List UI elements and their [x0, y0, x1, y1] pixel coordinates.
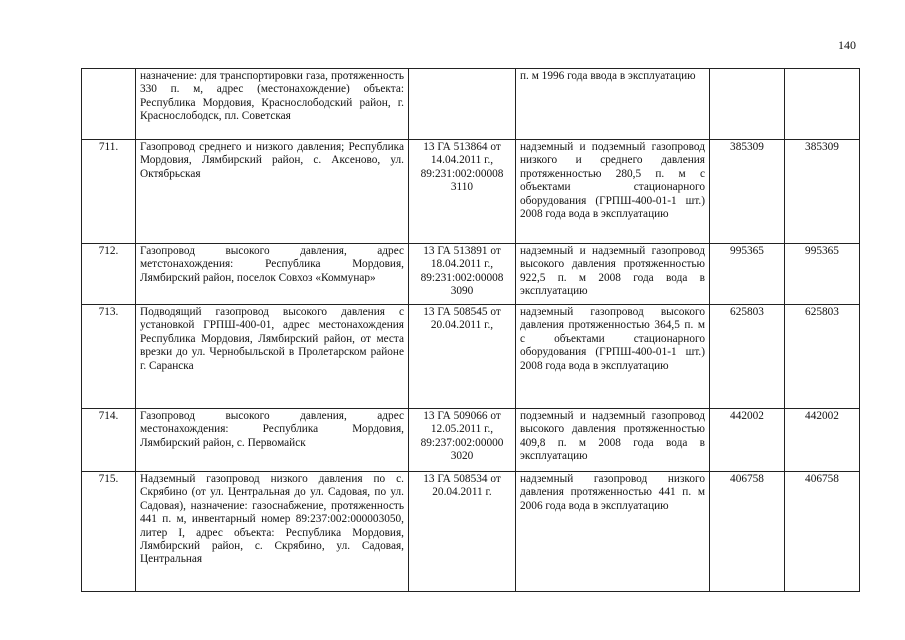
row-number: 712.: [82, 244, 136, 305]
value-1: 385309: [710, 140, 785, 244]
value-2: [785, 69, 860, 140]
row-number: 711.: [82, 140, 136, 244]
object-description: назначение: для транспортировки газа, протяженность 330 п. м, адрес (местонахождение) объекта: Республика Мордовия, Краснослободский район, г. Краснослободск, пл. Советская: [136, 69, 409, 140]
object-characteristics: п. м 1996 года ввода в эксплуатацию: [516, 69, 710, 140]
object-characteristics: надземный и надземный газопровод высокого давления протяженностью 922,5 п. м 2008 года вода в эксплуатацию: [516, 244, 710, 305]
table-row: [82, 140, 860, 244]
registration-certificate: 13 ГА 508534 от 20.04.2011 г.: [409, 472, 516, 592]
object-characteristics: надземный и подземный газопровод низкого и среднего давления протяженностью 280,5 п. м с объектами стационарного оборудования (ГРПШ-400-01-1 шт.) 2008 года вода в эксплуатацию: [516, 140, 710, 244]
row-number: 714.: [82, 409, 136, 472]
table-row: [82, 305, 860, 409]
value-2: 442002: [785, 409, 860, 472]
object-description: Газопровод высокого давления, адрес местонахождения: Республика Мордовия, Лямбирский район, с. Первомайск: [136, 409, 409, 472]
value-2: 385309: [785, 140, 860, 244]
object-description: Газопровод высокого давления, адрес метстонахождения: Республика Мордовия, Лямбирский район, поселок Совхоз «Коммунар»: [136, 244, 409, 305]
page-number: 140: [838, 38, 856, 52]
value-2: 995365: [785, 244, 860, 305]
object-description: Подводящий газопровод высокого давления с установкой ГРПШ-400-01, адрес местонахождения Республика Мордовия, Лямбирский район, от места врезки до ул. Чернобыльской в Пролетарском районе г. Саранска: [136, 305, 409, 409]
object-description: Надземный газопровод низкого давления по с. Скрябино (от ул. Центральная до ул. Садовая, по ул. Садовая), назначение: газоснабжение, протяженность 441 п. м, инвентарный номер 89:237:002:000003050, литер I, адрес объекта: Республика Мордовия, Лямбирский район, с. Скрябино, ул. Садовая, Центральная: [136, 472, 409, 592]
table-row: [82, 409, 860, 472]
row-number: 715.: [82, 472, 136, 592]
property-registry-table: [81, 68, 860, 592]
value-2: 625803: [785, 305, 860, 409]
registration-certificate: 13 ГА 513891 от 18.04.2011 г., 89:231:002:00008 3090: [409, 244, 516, 305]
value-1: 625803: [710, 305, 785, 409]
object-characteristics: подземный и надземный газопровод высокого давления протяженностью 409,8 п. м 2008 года вода в эксплуатацию: [516, 409, 710, 472]
registration-certificate: 13 ГА 513864 от 14.04.2011 г., 89:231:002:00008 3110: [409, 140, 516, 244]
value-1: 406758: [710, 472, 785, 592]
table-row: [82, 244, 860, 305]
value-1: 442002: [710, 409, 785, 472]
value-2: 406758: [785, 472, 860, 592]
object-characteristics: надземный газопровод высокого давления протяженностью 364,5 п. м с объектами стационарного оборудования (ГРПШ-400-01-1 шт.) 2008 года вода в эксплуатацию: [516, 305, 710, 409]
registration-certificate: 13 ГА 509066 от 12.05.2011 г., 89:237:002:00000 3020: [409, 409, 516, 472]
table-row: [82, 69, 860, 140]
value-1: 995365: [710, 244, 785, 305]
object-description: Газопровод среднего и низкого давления; Республика Мордовия, Лямбирский район, с. Аксеново, ул. Октябрьская: [136, 140, 409, 244]
object-characteristics: надземный газопровод низкого давления протяженностью 441 п. м 2006 года вода в эксплуатацию: [516, 472, 710, 592]
row-number: 713.: [82, 305, 136, 409]
registration-certificate: [409, 69, 516, 140]
table-row: [82, 472, 860, 592]
registration-certificate: 13 ГА 508545 от 20.04.2011 г.,: [409, 305, 516, 409]
value-1: [710, 69, 785, 140]
row-number: [82, 69, 136, 140]
